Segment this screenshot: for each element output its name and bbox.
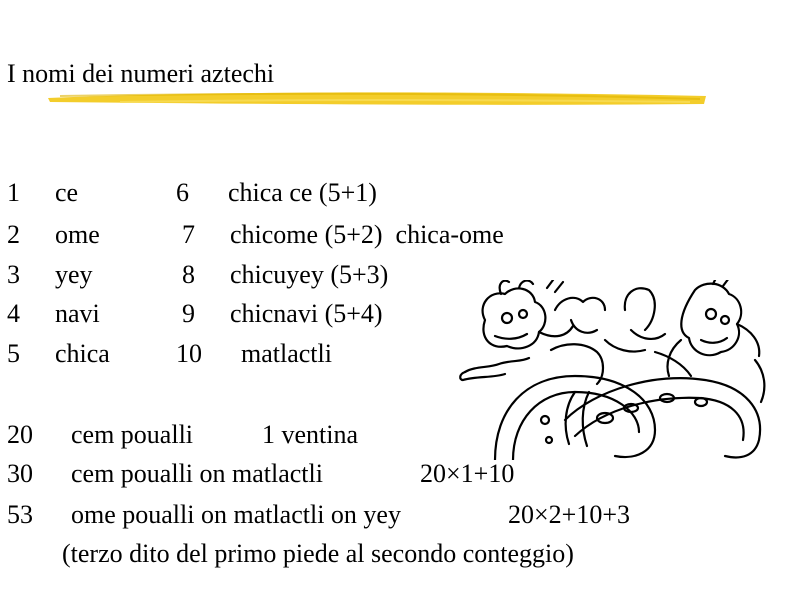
word-8: chicuyey (5+3) <box>230 260 389 289</box>
word-4: navi <box>55 299 100 328</box>
number-7: 7 <box>182 220 195 249</box>
word-9: chicnavi (5+4) <box>230 299 383 328</box>
note-20: 1 ventina <box>262 420 359 449</box>
number-30: 30 <box>7 459 33 488</box>
note-53: 20×2+10+3 <box>508 500 630 529</box>
title-underline-brushstroke <box>0 80 794 120</box>
number-4: 4 <box>7 299 20 328</box>
word-1: ce <box>55 178 79 207</box>
footnote: (terzo dito del primo piede al secondo conteggio) <box>62 539 574 568</box>
word-2: ome <box>55 220 100 249</box>
number-53: 53 <box>7 500 33 529</box>
number-3: 3 <box>7 260 20 289</box>
number-9: 9 <box>182 299 195 328</box>
note-30: 20×1+10 <box>420 459 515 488</box>
number-6: 6 <box>176 178 189 207</box>
slide-title: I nomi dei numeri aztechi <box>7 59 275 88</box>
text-20: cem poualli <box>71 420 194 449</box>
word-6: chica ce (5+1) <box>228 178 377 207</box>
text-53: ome poualli on matlactli on yey <box>71 500 401 529</box>
aztec-glyph-illustration <box>455 280 785 460</box>
number-1: 1 <box>7 178 20 207</box>
number-5: 5 <box>7 339 20 368</box>
word-5: chica <box>55 339 110 368</box>
number-20: 20 <box>7 420 33 449</box>
word-3: yey <box>55 260 93 289</box>
word-7: chicome (5+2) chica-ome <box>230 220 504 249</box>
number-2: 2 <box>7 220 20 249</box>
number-10: 10 <box>176 339 202 368</box>
number-8: 8 <box>182 260 195 289</box>
text-30: cem poualli on matlactli <box>71 459 323 488</box>
word-10: matlactli <box>241 339 332 368</box>
